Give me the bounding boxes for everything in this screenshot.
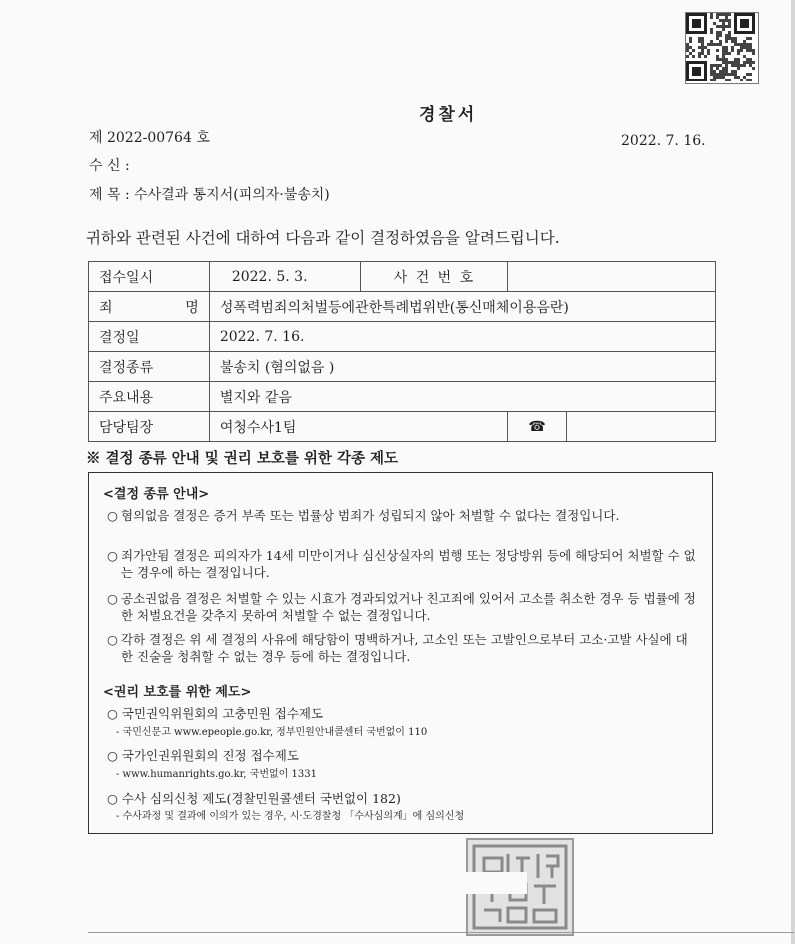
doc-number: 제 2022-00764 호	[89, 130, 210, 146]
bullet-icon: ○	[107, 591, 118, 606]
phone-icon: ☎	[508, 412, 566, 442]
decision-date-value: 2022. 7. 16.	[209, 322, 715, 352]
redaction-mark	[437, 872, 527, 894]
notice-title: ※ 결정 종류 안내 및 권리 보호를 위한 각종 제도	[86, 450, 399, 467]
table-row	[89, 412, 716, 442]
decision-type-value: 불송치 (혐의없음 )	[209, 352, 715, 382]
case-number-label: 사 건 번 호	[361, 262, 508, 292]
list-item	[107, 590, 697, 624]
doc-date: 2022. 7. 16.	[621, 133, 706, 149]
footer-rule	[88, 932, 794, 933]
guide-item-text: 혐의없음 결정은 증거 부족 또는 법률상 범죄가 성립되지 않아 처벌할 수 없다는 결정입니다.	[121, 508, 620, 523]
bullet-icon: ○	[107, 632, 118, 647]
table-row	[89, 352, 716, 382]
rights-item-detail: - 수사과정 및 결과에 이의가 있는 경우, 시·도경찰청 「수사심의계」에 심의신청	[116, 811, 465, 822]
page-edge	[791, 0, 795, 944]
charge-label: 죄 명	[89, 292, 210, 322]
bullet-icon: ○	[107, 748, 118, 763]
rights-item-title: 국가인권위원회의 진정 접수제도	[121, 748, 299, 763]
decision-date-label: 결정일	[89, 322, 210, 352]
bullet-icon: ○	[107, 548, 118, 563]
bullet-icon: ○	[107, 706, 118, 721]
table-row	[89, 262, 716, 292]
officer-label: 담당팀장	[89, 412, 210, 442]
phone-value	[566, 412, 715, 442]
case-info-table	[88, 261, 716, 442]
subject-line: 제 목 : 수사결과 통지서(피의자·불송치)	[89, 187, 330, 203]
guide-item-text: 각하 결정은 위 세 결정의 사유에 해당함이 명백하거나, 고소인 또는 고발인으로부터 고소·고발 사실에 대한 진술을 청취할 수 없는 경우 등에 하는 결정입니다.	[121, 632, 688, 664]
officer-value: 여청수사1팀	[209, 412, 508, 442]
table-row	[89, 292, 716, 322]
table-row	[89, 322, 716, 352]
list-item	[107, 547, 697, 581]
rights-item-title: 수사 심의신청 제도(경찰민원콜센터 국번없이 182)	[121, 791, 401, 806]
main-content-value: 별지와 같음	[209, 382, 715, 412]
case-number-value	[508, 262, 716, 292]
list-item	[107, 746, 299, 764]
main-content-label: 주요내용	[89, 382, 210, 412]
bullet-icon: ○	[107, 791, 118, 806]
list-item	[107, 507, 697, 524]
list-item	[107, 789, 401, 807]
rights-item-detail: - 국민신문고 www.epeople.go.kr, 정부민원안내콜센터 국번없이 110	[116, 727, 428, 738]
guide-heading: <결정 종류 안내>	[103, 487, 210, 502]
rights-item-detail: - www.humanrights.go.kr, 국번없이 1331	[116, 769, 317, 780]
document-title: 경찰서	[419, 105, 478, 125]
table-row	[89, 382, 716, 412]
guide-item-text: 공소권없음 결정은 처벌할 수 있는 시효가 경과되었거나 친고죄에 있어서 고소를 취소한 경우 등 법률에 정한 처벌요건을 갖추지 못하여 처벌할 수 없는 결정입니다.	[121, 591, 696, 623]
list-item	[107, 704, 323, 722]
qr-code-icon	[685, 12, 759, 84]
rights-heading: <권리 보호를 위한 제도>	[103, 685, 252, 700]
decision-type-label: 결정종류	[89, 352, 210, 382]
intro-text: 귀하와 관련된 사건에 대하여 다음과 같이 결정하였음을 알려드립니다.	[86, 229, 560, 247]
charge-value: 성폭력범죄의처벌등에관한특례법위반(통신매체이용음란)	[209, 292, 715, 322]
rights-item-title: 국민권익위원회의 고충민원 접수제도	[121, 706, 324, 721]
guide-item-text: 죄가안됨 결정은 피의자가 14세 미만이거나 심신상실자의 범행 또는 정당방위 등에 해당되어 처벌할 수 없는 경우에 하는 결정입니다.	[121, 548, 696, 580]
bullet-icon: ○	[107, 508, 118, 523]
receipt-value: 2022. 5. 3.	[209, 262, 361, 292]
recipient-line: 수 신 :	[89, 158, 130, 174]
list-item	[107, 631, 697, 665]
receipt-label: 접수일시	[89, 262, 210, 292]
